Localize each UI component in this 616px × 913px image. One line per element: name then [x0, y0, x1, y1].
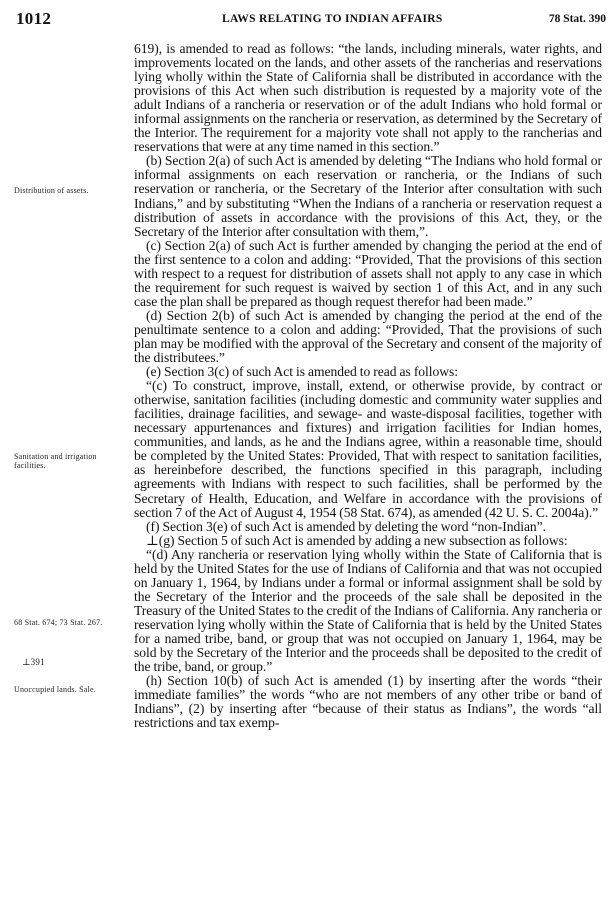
paragraph-d: (d) Section 2(b) of such Act is amended by changing the period at the end of the penultimate sentence to a colon and adding: “Provided, That the provisions of such plan may be modified with the approval of the Secretary and consent of the majority of the distributees.” [134, 307, 602, 366]
margin-note-page-mark: ⊥391 [22, 657, 45, 667]
margin-note-distribution: Distribution of assets. [14, 186, 89, 195]
margin-note-sanitation: Sanitation and irrigation facilities. [14, 452, 97, 470]
paragraph-h: (h) Section 10(b) of such Act is amended (1) by inserting after the words “their immediate families” the words “who are not members of any other tribe or band of Indians”, (2) by inserting after “because of their status as Indians”, the words “all restrictions and tax exemp- [134, 673, 602, 731]
running-head: LAWS RELATING TO INDIAN AFFAIRS [222, 13, 443, 25]
margin-note-unoccupied: Unoccupied lands. Sale. [14, 685, 96, 694]
page-number: 1012 [16, 9, 52, 28]
margin-note-citation: 68 Stat. 674; 73 Stat. 267. [14, 618, 103, 627]
statute-reference: 78 Stat. 390 [548, 13, 606, 25]
body-text [134, 42, 602, 730]
paragraph-g-quote: “(d) Any rancheria or reservation lying wholly within the State of California that is held by the United States for the use of Indians of California and that was not occupied on January 1, 1964, by Indians under a formal or informal assignment shall be sold by the Secretary of the Interior and the proceeds of the sale shall be deposited in the Treasury of the United States to the credit of the Indians of California. Any rancheria or reservation lying wholly within the State of California that is held by the United States for a named tribe, band, or group that was not occupied on January 1, 1964, may be sold by the Secretary of the Interior and the proceeds shall be deposited to the credit of the tribe, band, or group.” [134, 546, 602, 675]
paragraph-e-quote: “(c) To construct, improve, install, extend, or otherwise provide, by contract or otherwise, sanitation facilities (including domestic and community water supplies and facilities, drainage facilities, and sewage- and waste-disposal facilities, together with necessary appurtenances and fixtures) and irrigation facilities for Indian homes, communities, and lands, as he and the Indians agree, within a reasonable time, should be completed by the United States: Provided, That with respect to sanitation facilities, as hereinbefore described, the functions specified in this paragraph, including agreements with Indians with respect to such facilities, shall be performed by the Secretary of Health, Education, and Welfare in accordance with the provisions of section 7 of the Act of August 4, 1954 (58 Stat. 674), as amended (42 U. S. C. 2004a).” [134, 378, 602, 520]
paragraph-g: ⊥(g) Section 5 of such Act is amended by adding a new subsection as follows: [146, 532, 568, 548]
page-header [0, 9, 616, 31]
paragraph-b: (b) Section 2(a) of such Act is amended by deleting “The Indians who hold formal or informal assignments on each reservation or rancheria, or the Indians of such reservation or rancheria, or the Secretary of the Interior after consultation with such Indians,” and by substituting “When the Indians of a rancheria or reservation request a distribution of assets in accordance with the provisions of this Act, they, or the Secretary of the Interior after consultation with them,”. [134, 153, 602, 239]
paragraph-e: (e) Section 3(c) of such Act is amended to read as follows: [146, 364, 458, 380]
paragraph-f: (f) Section 3(e) of such Act is amended by deleting the word “non-Indian”. [146, 518, 547, 534]
paragraph-c: (c) Section 2(a) of such Act is further amended by changing the period at the end of the first sentence to a colon and adding: “Provided, That the provisions of this section with respect to a request for distribution of assets shall not apply to any case in which the requirement for such request is waived by section 1 of this Act, and in any such case the plan shall be prepared as though request therefor had been made.” [134, 237, 602, 309]
paragraph-continuation: 619), is amended to read as follows: “the lands, including minerals, water rights, and improvements located on the lands, and other assets of the rancherias and reservations lying wholly within the State of California shall be distributed in accordance with the provisions of this Act when such distribution is requested by a majority vote of the adult Indians of a rancheria or reservation or of the adult Indians who hold formal or informal assignments on the rancheria or reservation, as determined by the Secretary of the Interior. The requirement for a majority vote shall not apply to the rancherias and reservations that were at any time named in this section.” [134, 41, 602, 155]
